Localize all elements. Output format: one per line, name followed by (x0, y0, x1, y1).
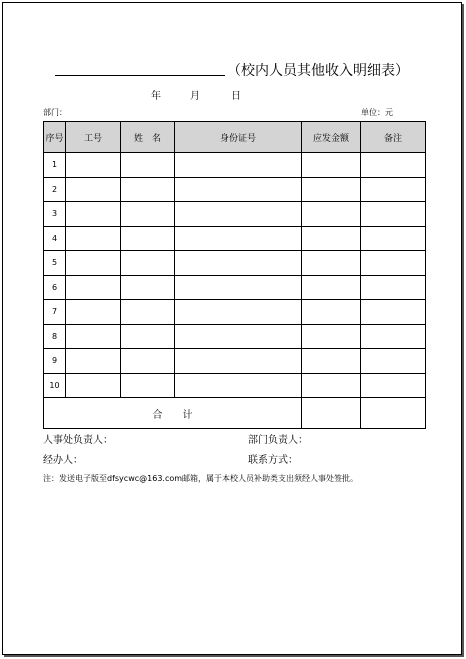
staff-id-cell[interactable] (66, 153, 121, 178)
day-label: 日 (231, 91, 241, 102)
amount-cell[interactable] (302, 349, 361, 374)
name-cell[interactable] (121, 202, 175, 227)
header-remarks: 备注 (361, 122, 426, 153)
amount-cell[interactable] (302, 226, 361, 251)
remarks-cell[interactable] (361, 202, 426, 227)
name-cell[interactable] (121, 324, 175, 349)
document-page (2, 2, 462, 655)
remarks-cell[interactable] (361, 349, 426, 374)
amount-cell[interactable] (302, 373, 361, 398)
row-number: 5 (44, 251, 66, 276)
department-label: 部门： (43, 108, 67, 117)
form-title: （校内人员其他收入明细表） (227, 63, 409, 79)
row-number: 7 (44, 300, 66, 325)
table-row (44, 373, 426, 398)
id-number-cell[interactable] (175, 275, 302, 300)
footnote: 注：发送电子版至dfsycwc@163.com邮箱，属于本校人员补助类支出须经人事处签批。 (43, 474, 359, 483)
unit-info (361, 107, 393, 118)
name-cell[interactable] (121, 373, 175, 398)
table-row (44, 300, 426, 325)
amount-cell[interactable] (302, 324, 361, 349)
header-serial: 序号 (44, 122, 66, 153)
amount-cell[interactable] (302, 177, 361, 202)
name-cell[interactable] (121, 349, 175, 374)
name-cell[interactable] (121, 300, 175, 325)
remarks-cell[interactable] (361, 300, 426, 325)
table-row (44, 324, 426, 349)
remarks-cell[interactable] (361, 153, 426, 178)
contact-label: 联系方式： (248, 455, 298, 466)
hr-head-signature-label: 人事处负责人： (43, 435, 113, 446)
header-staff-id: 工号 (66, 122, 121, 153)
month-label: 月 (190, 91, 200, 102)
title-blank-line (55, 75, 225, 76)
row-number: 6 (44, 275, 66, 300)
remarks-cell[interactable] (361, 373, 426, 398)
header-amount: 应发金额 (302, 122, 361, 153)
id-number-cell[interactable] (175, 349, 302, 374)
staff-id-cell[interactable] (66, 324, 121, 349)
table-row (44, 153, 426, 178)
id-number-cell[interactable] (175, 202, 302, 227)
handler-signature-label: 经办人： (43, 455, 83, 466)
amount-cell[interactable] (302, 153, 361, 178)
remarks-cell[interactable] (361, 324, 426, 349)
amount-cell[interactable] (302, 275, 361, 300)
dept-head-signature-label: 部门负责人： (248, 435, 308, 446)
id-number-cell[interactable] (175, 373, 302, 398)
name-cell[interactable] (121, 177, 175, 202)
amount-cell[interactable] (302, 202, 361, 227)
row-number: 10 (44, 373, 66, 398)
header-id-number: 身份证号 (175, 122, 302, 153)
total-amount-cell[interactable] (302, 398, 361, 429)
staff-id-cell[interactable] (66, 202, 121, 227)
header-name: 姓 名 (121, 122, 175, 153)
staff-id-cell[interactable] (66, 349, 121, 374)
remarks-cell[interactable] (361, 226, 426, 251)
table-header-row (44, 122, 426, 153)
table-row (44, 275, 426, 300)
total-remarks-cell[interactable] (361, 398, 426, 429)
name-cell[interactable] (121, 226, 175, 251)
remarks-cell[interactable] (361, 275, 426, 300)
income-detail-table (43, 121, 426, 429)
id-number-cell[interactable] (175, 251, 302, 276)
staff-id-cell[interactable] (66, 275, 121, 300)
name-cell[interactable] (121, 251, 175, 276)
staff-id-cell[interactable] (66, 251, 121, 276)
year-label: 年 (151, 91, 161, 102)
id-number-cell[interactable] (175, 153, 302, 178)
row-number: 8 (44, 324, 66, 349)
total-label: 合 计 (44, 398, 302, 429)
name-cell[interactable] (121, 153, 175, 178)
table-row (44, 349, 426, 374)
row-number: 4 (44, 226, 66, 251)
unit-label: 单位： (361, 108, 385, 117)
table-row (44, 177, 426, 202)
id-number-cell[interactable] (175, 324, 302, 349)
table-row (44, 226, 426, 251)
name-cell[interactable] (121, 275, 175, 300)
id-number-cell[interactable] (175, 226, 302, 251)
amount-cell[interactable] (302, 251, 361, 276)
staff-id-cell[interactable] (66, 373, 121, 398)
row-number: 1 (44, 153, 66, 178)
table-row (44, 251, 426, 276)
unit-value: 元 (385, 108, 393, 117)
row-number: 2 (44, 177, 66, 202)
row-number: 9 (44, 349, 66, 374)
table-row (44, 202, 426, 227)
total-row (44, 398, 426, 429)
remarks-cell[interactable] (361, 177, 426, 202)
id-number-cell[interactable] (175, 300, 302, 325)
id-number-cell[interactable] (175, 177, 302, 202)
staff-id-cell[interactable] (66, 177, 121, 202)
remarks-cell[interactable] (361, 251, 426, 276)
staff-id-cell[interactable] (66, 300, 121, 325)
row-number: 3 (44, 202, 66, 227)
amount-cell[interactable] (302, 300, 361, 325)
staff-id-cell[interactable] (66, 226, 121, 251)
